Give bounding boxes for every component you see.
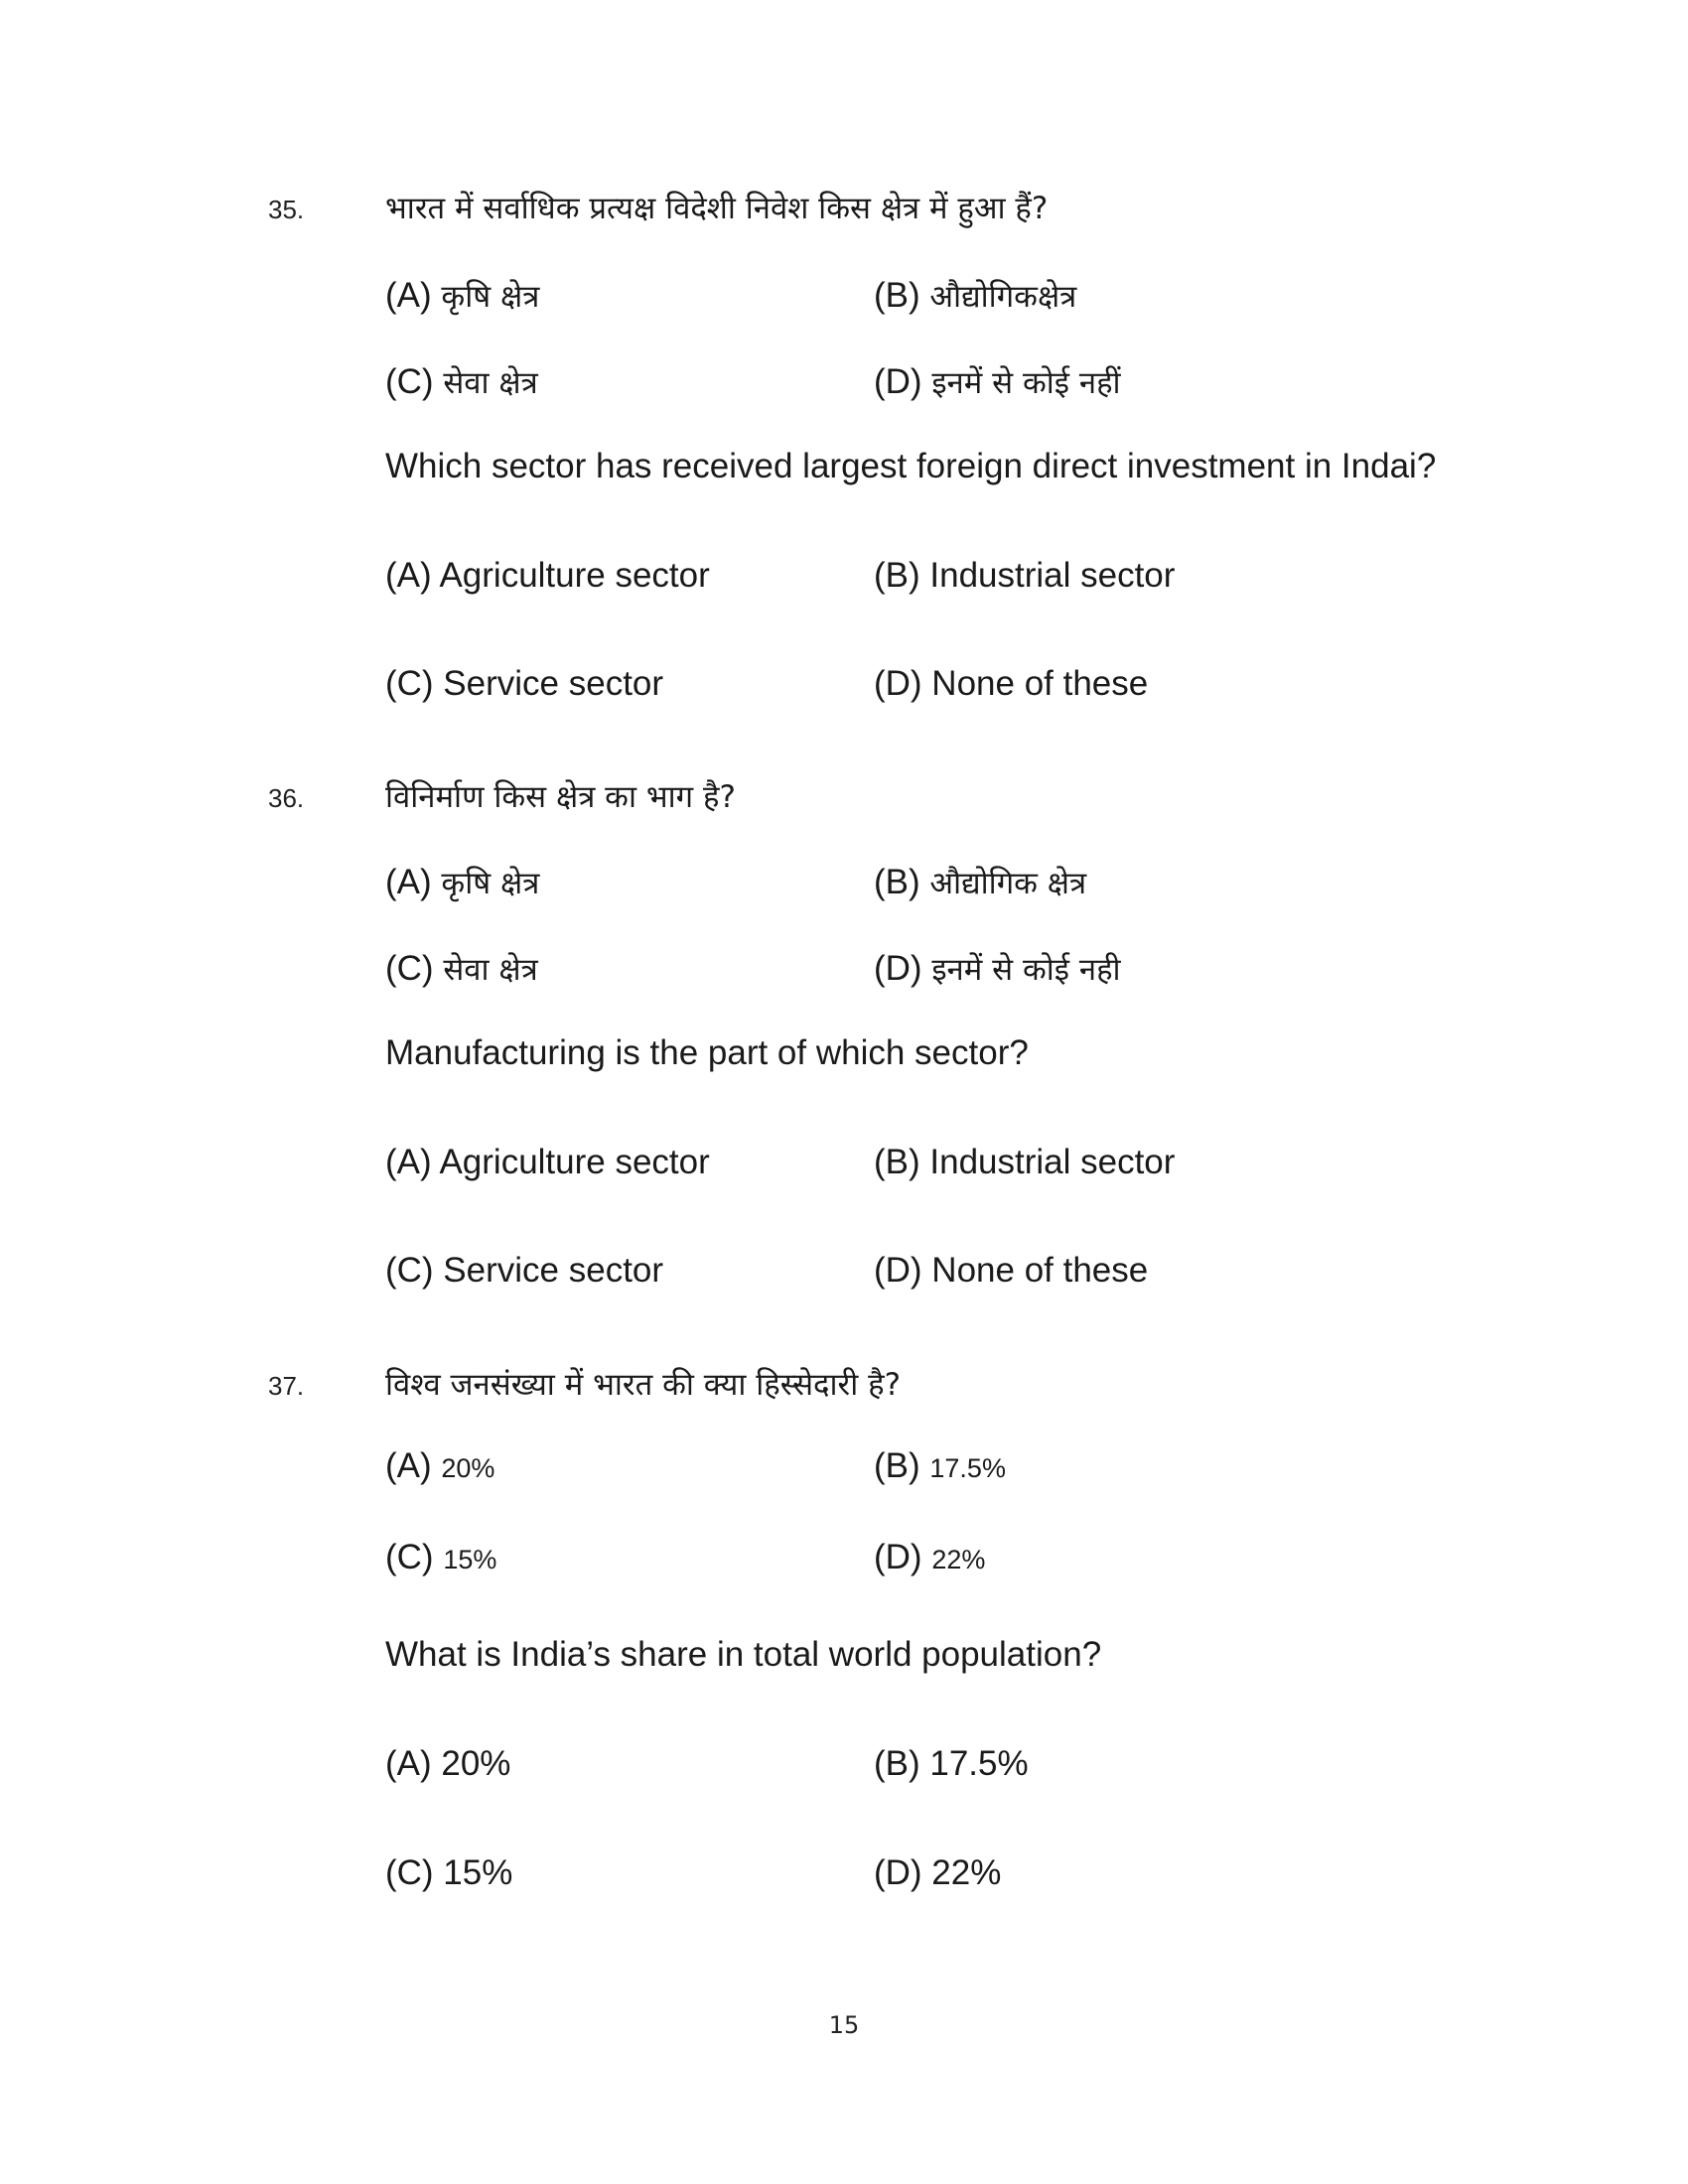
option-b-hindi: (B) औद्योगिक क्षेत्र — [874, 863, 1087, 901]
question-number: 37. — [268, 1371, 305, 1401]
option-d-english: (D) None of these — [874, 1251, 1149, 1290]
option-c-english: (C) Service sector — [385, 1251, 664, 1290]
option-d-hindi: (D) 22% — [874, 1538, 986, 1576]
option-c-hindi: (C) 15% — [385, 1538, 497, 1576]
question-number: 35. — [268, 195, 305, 224]
option-b-hindi: (B) औद्योगिकक्षेत्र — [874, 276, 1077, 315]
option-d-hindi: (D) इनमें से कोई नही — [874, 949, 1121, 988]
question-text-english: What is India’s share in total world population? — [385, 1635, 1102, 1674]
option-d-english: (D) None of these — [874, 664, 1149, 703]
option-a-english: (A) Agriculture sector — [385, 1143, 710, 1181]
option-c-hindi: (C) सेवा क्षेत्र — [385, 362, 538, 401]
option-a-english: (A) Agriculture sector — [385, 556, 710, 595]
option-d-hindi: (D) इनमें से कोई नहीं — [874, 362, 1121, 401]
option-b-hindi: (B) 17.5% — [874, 1446, 1006, 1485]
question-number: 36. — [268, 783, 305, 813]
option-a-english: (A) 20% — [385, 1744, 511, 1783]
option-c-english: (C) 15% — [385, 1853, 513, 1892]
question-text-hindi: भारत में सर्वाधिक प्रत्यक्ष विदेशी निवेश किस क्षेत्र में हुआ हैं? — [385, 191, 1049, 226]
option-b-english: (B) Industrial sector — [874, 556, 1176, 595]
option-a-hindi: (A) 20% — [385, 1446, 495, 1485]
question-text-english: Which sector has received largest foreign direct investment in Indai? — [385, 447, 1437, 485]
option-b-english: (B) Industrial sector — [874, 1143, 1176, 1181]
question-text-hindi: विनिर्माण किस क्षेत्र का भाग है? — [385, 779, 736, 815]
question-text-hindi: विश्व जनसंख्या में भारत की क्या हिस्सेदारी है? — [385, 1367, 902, 1403]
option-c-hindi: (C) सेवा क्षेत्र — [385, 949, 538, 988]
option-a-hindi: (A) कृषि क्षेत्र — [385, 276, 540, 315]
option-b-english: (B) 17.5% — [874, 1744, 1029, 1783]
option-c-english: (C) Service sector — [385, 664, 664, 703]
option-d-english: (D) 22% — [874, 1853, 1002, 1892]
question-text-english: Manufacturing is the part of which sector? — [385, 1033, 1029, 1072]
option-a-hindi: (A) कृषि क्षेत्र — [385, 863, 540, 901]
page-number: 15 — [828, 2011, 860, 2039]
